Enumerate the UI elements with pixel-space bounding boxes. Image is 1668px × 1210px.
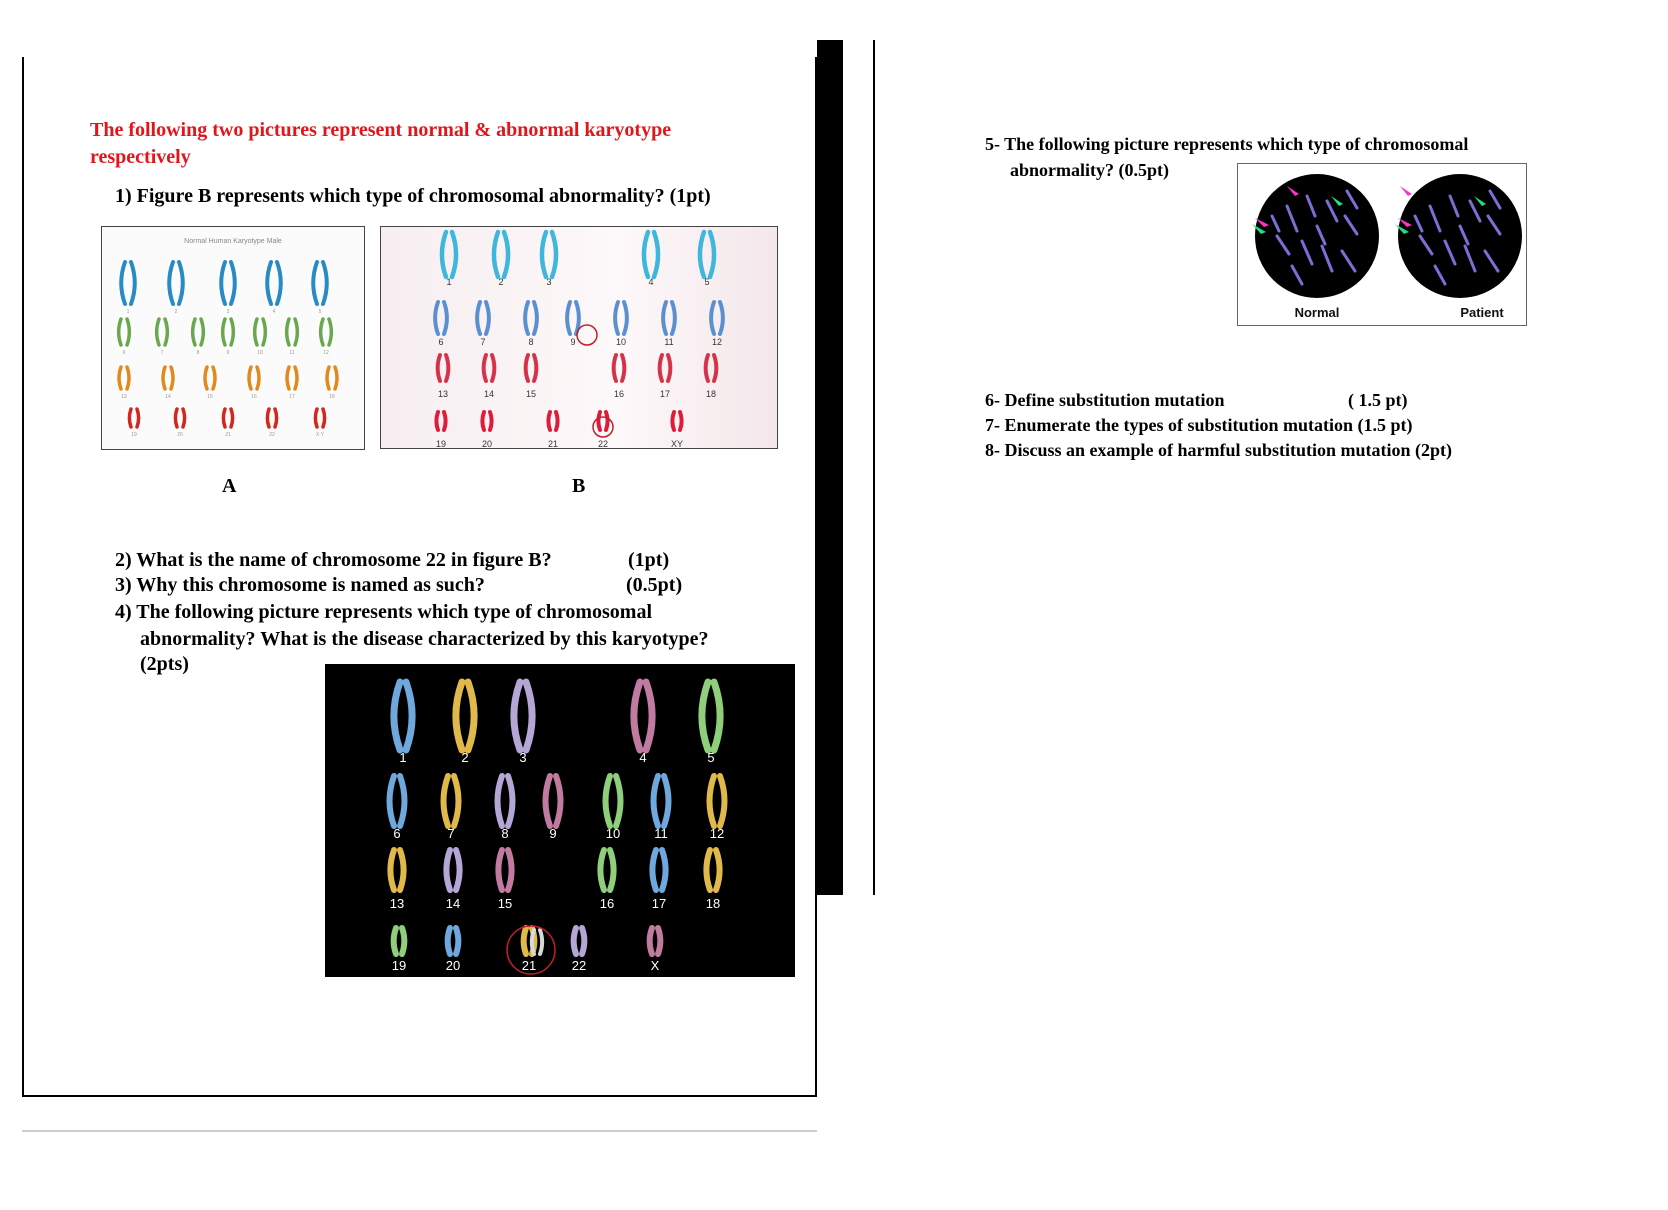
chromosome-number: 11 <box>289 350 295 356</box>
chromosome-pair <box>663 302 675 334</box>
chromosome-pair <box>548 412 557 430</box>
chromosome-pair <box>650 928 661 954</box>
chromosome-pair <box>484 355 495 381</box>
figure-a-svg <box>102 227 364 449</box>
chromosome-number: 12 <box>711 337 723 347</box>
chromosome-pair <box>223 409 232 427</box>
chromosome-number: 6 <box>393 826 401 841</box>
question-5-line-1: 5- The following picture represents which type of chromosomal <box>985 134 1469 154</box>
chromosome-number: 2 <box>461 750 469 765</box>
chromosome-number: 21 <box>547 439 559 448</box>
figure-b-svg <box>381 227 777 448</box>
chromosome-number: 17 <box>289 394 295 400</box>
chromosome-pair <box>567 302 579 334</box>
chromosome-number: 10 <box>605 826 621 841</box>
chromosome-number: 15 <box>207 394 213 400</box>
chromosome-number: 14 <box>483 389 495 399</box>
chromosome-pair <box>542 232 556 277</box>
question-6-points: ( 1.5 pt) <box>1348 390 1408 410</box>
chromosome-pair <box>321 319 332 345</box>
left-page-border-bottom <box>22 1095 817 1097</box>
chromosome-number: 7 <box>447 826 455 841</box>
chromosome-pair <box>448 928 459 954</box>
chromosome-number: 6 <box>122 350 126 356</box>
chromosome-number: 1 <box>126 309 130 315</box>
question-4-line-2: abnormality? What is the disease characterized by this karyotype? <box>140 628 709 650</box>
chromosome-pair <box>287 319 298 345</box>
chromosome-pair <box>221 262 235 304</box>
chromosome-pair <box>672 412 681 430</box>
chromosome-number: 20 <box>177 432 183 438</box>
chromosome-number: 3 <box>226 309 230 315</box>
chromosome-pair <box>163 367 173 389</box>
figure-b-caption: B <box>572 475 586 497</box>
chromosome-number: 15 <box>497 896 513 911</box>
highlight-circle-22 <box>593 417 613 437</box>
chromosome-number: 9 <box>226 350 230 356</box>
chromosome-number: 4 <box>272 309 276 315</box>
chromosome-pair <box>223 319 234 345</box>
chromosome-pair <box>446 850 459 890</box>
chromosome-pair <box>494 232 508 277</box>
chromosome-pair <box>660 355 671 381</box>
chromosome-pair <box>546 776 561 826</box>
chromosome-pair <box>654 776 669 826</box>
chromosome-number: 5 <box>704 277 710 287</box>
chromosome-number: 8 <box>501 826 509 841</box>
chromosome-pair <box>121 262 135 304</box>
patient-cell-circle <box>1398 174 1522 298</box>
chromosome-number: 21 <box>225 432 231 438</box>
normal-cell-circle <box>1255 174 1379 298</box>
chromosome-pair <box>157 319 168 345</box>
intro-line-2: respectively <box>90 146 191 168</box>
question-4-line-3: (2pts) <box>140 653 189 675</box>
chromosome-number: 18 <box>705 389 717 399</box>
chromosome-pair <box>498 776 513 826</box>
question-2-points: (1pt) <box>628 549 670 571</box>
chromosome-pair <box>614 355 625 381</box>
question-6: 6- Define substitution mutation <box>985 390 1225 410</box>
chromosome-pair <box>600 850 613 890</box>
figure-b-abnormal-karyotype <box>380 226 778 449</box>
chromosome-number: 18 <box>329 394 335 400</box>
chromosome-number: 1 <box>446 277 452 287</box>
chromosome-number: 14 <box>445 896 461 911</box>
chromosome-number: 17 <box>651 896 667 911</box>
chromosome-pair <box>700 232 714 277</box>
chromosome-pair <box>525 302 537 334</box>
chromosome-pair <box>436 412 445 430</box>
question-3: 3) Why this chromosome is named as such? <box>115 574 485 596</box>
question-1: 1) Figure B represents which type of chromosomal abnormality? (1pt) <box>115 185 711 207</box>
figure-a-caption: A <box>222 475 237 497</box>
chromosome-pair <box>711 302 723 334</box>
chromosome-pair <box>444 776 459 826</box>
chromosome-pair <box>119 319 130 345</box>
figure-5-normal-vs-patient <box>1237 163 1527 326</box>
chromosome-number: 12 <box>709 826 725 841</box>
chromosome-pair <box>482 412 491 430</box>
chromosome-pair <box>706 355 717 381</box>
question-2: 2) What is the name of chromosome 22 in figure B? <box>115 549 552 571</box>
chromosome-pair <box>706 850 719 890</box>
chromosome-number: 8 <box>196 350 200 356</box>
chromosome-pair <box>438 355 449 381</box>
chromosome-pair <box>498 850 511 890</box>
chromosome-pair <box>267 262 281 304</box>
chromosome-pair <box>169 262 183 304</box>
chromosome-number: 9 <box>570 337 576 347</box>
chromosome-pair <box>634 682 652 750</box>
chromosome-pair <box>606 776 621 826</box>
chromosome-pair <box>313 262 327 304</box>
chromosome-pair <box>175 409 184 427</box>
chromosome-pair <box>267 409 276 427</box>
chromosome-number: 18 <box>705 896 721 911</box>
chromosome-number: 4 <box>648 277 654 287</box>
chromosome-number: 16 <box>251 394 257 400</box>
highlight-circle-9 <box>577 325 597 345</box>
chromosome-pair <box>327 367 337 389</box>
figure-5-svg <box>1238 164 1526 325</box>
chromosome-number: 11 <box>654 826 668 841</box>
chromosome-number: 16 <box>613 389 625 399</box>
chromosome-number: 22 <box>269 432 275 438</box>
chromosome-number: 20 <box>445 958 461 973</box>
chromosome-number: 17 <box>659 389 671 399</box>
chromosome-pair <box>394 928 405 954</box>
question-4-line-1: 4) The following picture represents which type of chromosomal <box>115 601 653 623</box>
chromosome-number: 16 <box>599 896 615 911</box>
chromosome-number: 9 <box>549 826 557 841</box>
chromosome-number: XY <box>670 439 684 448</box>
figure-a-normal-karyotype <box>101 226 365 450</box>
chromosome-pair <box>652 850 665 890</box>
left-page-border-left <box>22 57 24 1097</box>
chromosome-number: 4 <box>639 750 647 765</box>
chromosome-number: 10 <box>615 337 627 347</box>
chromosome-pair <box>255 319 266 345</box>
page-separator-bar <box>817 40 843 895</box>
chromosome-number: 13 <box>121 394 127 400</box>
bottom-gray-line <box>22 1130 817 1132</box>
figure-c-svg <box>325 664 795 977</box>
chromosome-number: 7 <box>480 337 486 347</box>
chromosome-number: 19 <box>391 958 407 973</box>
chromosome-number: 11 <box>664 337 674 347</box>
chromosome-pair <box>394 682 412 750</box>
chromosome-number: 2 <box>498 277 504 287</box>
chromosome-number: X <box>650 958 660 973</box>
chromosome-pair <box>710 776 725 826</box>
chromosome-pair <box>390 776 405 826</box>
chromosome-number: 5 <box>318 309 322 315</box>
magenta-arrow-icon <box>1400 186 1412 196</box>
figure-c-trisomy-karyotype <box>325 664 795 977</box>
chromosome-number: 3 <box>546 277 552 287</box>
label-normal: Normal <box>1294 305 1340 320</box>
chromosome-number: 22 <box>571 958 587 973</box>
chromosome-pair <box>456 682 474 750</box>
chromosome-pair <box>442 232 456 277</box>
chromosome-number: 19 <box>435 439 447 448</box>
chromosome-pair <box>435 302 447 334</box>
chromosome-number: 13 <box>437 389 449 399</box>
chromosome-pair <box>315 409 324 427</box>
chromosome-pair <box>526 355 537 381</box>
chromosome-number: 8 <box>528 337 534 347</box>
chromosome-pair <box>514 682 532 750</box>
chromosome-number: 5 <box>707 750 715 765</box>
chromosome-number: 20 <box>481 439 493 448</box>
chromosome-number: 15 <box>525 389 537 399</box>
intro-line-1: The following two pictures represent normal & abnormal karyotype <box>90 119 672 141</box>
chromosome-pair <box>574 928 585 954</box>
chromosome-pair <box>119 367 129 389</box>
chromosome-pair <box>249 367 259 389</box>
chromosome-pair <box>598 412 607 430</box>
chromosome-pair <box>702 682 720 750</box>
chromosome-pair <box>615 302 627 334</box>
chromosome-pair <box>193 319 204 345</box>
question-3-points: (0.5pt) <box>626 574 683 596</box>
right-page-border-left <box>873 40 875 895</box>
chromosome-number: 14 <box>165 394 171 400</box>
chromosome-number: 1 <box>399 750 407 765</box>
chromosome-number: 22 <box>597 439 609 448</box>
chromosome-number: X Y <box>316 432 324 438</box>
chromosome-pair <box>390 850 403 890</box>
chromosome-number: 7 <box>160 350 164 356</box>
chromosome-number: 13 <box>389 896 405 911</box>
chromosome-number: 2 <box>174 309 178 315</box>
label-patient: Patient <box>1460 305 1504 320</box>
chromosome-number: 21 <box>521 958 537 973</box>
chromosome-number: 10 <box>257 350 263 356</box>
chromosome-number: 19 <box>131 432 137 438</box>
chromosome-pair <box>129 409 138 427</box>
question-5-line-2: abnormality? (0.5pt) <box>1010 160 1169 180</box>
question-7: 7- Enumerate the types of substitution mutation (1.5 pt) <box>985 415 1413 435</box>
figure-a-title: Normal Human Karyotype Male <box>184 238 282 245</box>
chromosome-pair <box>287 367 297 389</box>
chromosome-pair <box>644 232 658 277</box>
chromosome-number: 12 <box>323 350 329 356</box>
chromosome-number: 6 <box>438 337 444 347</box>
chromosome-pair <box>477 302 489 334</box>
chromosome-number: 3 <box>519 750 527 765</box>
question-8: 8- Discuss an example of harmful substitution mutation (2pt) <box>985 440 1453 460</box>
chromosome-pair <box>205 367 215 389</box>
